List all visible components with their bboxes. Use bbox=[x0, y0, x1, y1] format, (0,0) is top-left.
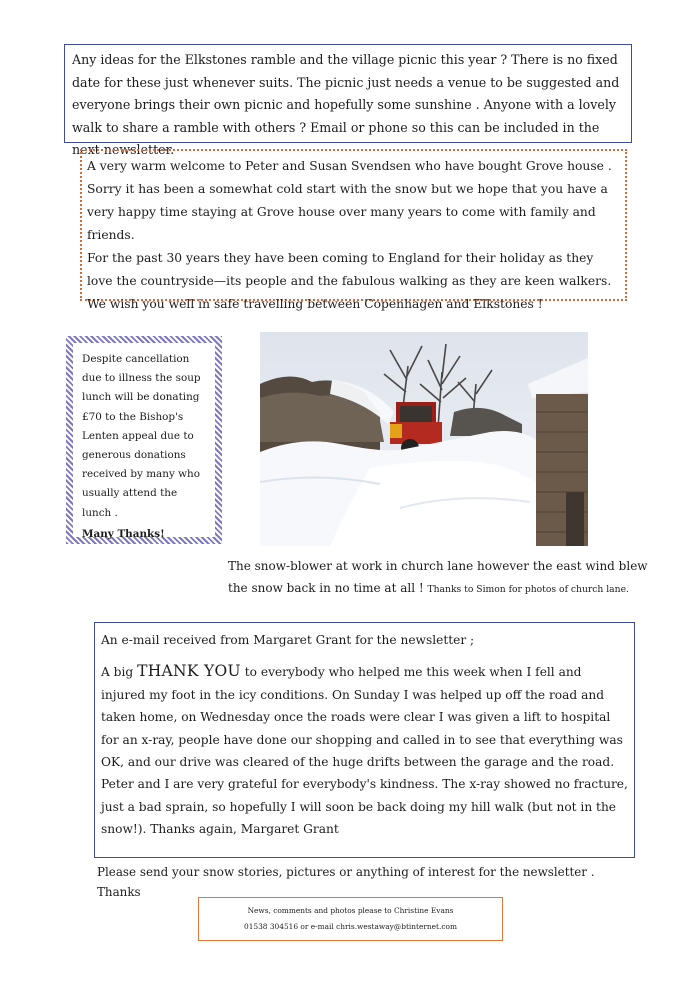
soup-lunch-notice bbox=[66, 336, 222, 544]
contact-line: News, comments and photos please to Christine Evans bbox=[247, 906, 454, 915]
contact-box bbox=[198, 897, 503, 941]
stone-cottage bbox=[528, 358, 588, 546]
email-intro: An e-mail received from Margaret Grant for the newsletter ; bbox=[101, 633, 475, 647]
snow-blower-illustration bbox=[260, 332, 588, 546]
soup-lunch-thanks: Many Thanks! bbox=[82, 527, 165, 540]
photo-caption bbox=[228, 555, 653, 601]
welcome-line: For the past 30 years they have been coming to England for their holiday as they love the countryside—its people and the fabulous walking as they are keen walkers. bbox=[87, 251, 612, 288]
photo-caption-text: The snow-blower at work in church lane however the east wind blew the snow back in no time at all ! bbox=[228, 559, 648, 595]
ramble-picnic-text: Any ideas for the Elkstones ramble and the village picnic this year ? There is no fixed date for these just whenever suits. The picnic just needs a venue to be suggested and everyone brings their own picnic and hopefully some sunshine . Anyone with a lovely walk to share a ramble with others ? Email or phone so this can be included in the next newsletter. bbox=[72, 52, 620, 157]
email-letter-box bbox=[94, 622, 635, 858]
contact-details: 01538 304516 or e-mail chris.westaway@btinternet.com bbox=[244, 922, 457, 931]
welcome-line: Sorry it has been a somewhat cold start with the snow but we hope that you have a very happy time staying at Grove house over many years to come with family and friends. bbox=[87, 182, 608, 242]
snow-blower-photo bbox=[260, 332, 588, 546]
submission-request: Please send your snow stories, pictures or anything of interest for the newsletter . Thanks bbox=[97, 865, 595, 899]
email-body bbox=[101, 660, 628, 840]
email-body-start: A big bbox=[101, 665, 134, 680]
welcome-line: A very warm welcome to Peter and Susan Svendsen who have bought Grove house . bbox=[87, 159, 612, 173]
welcome-notice bbox=[80, 149, 627, 311]
photo-credit: Thanks to Simon for photos of church lane. bbox=[427, 584, 629, 595]
welcome-line: We wish you well in safe travelling between Copenhagen and Elkstones ! bbox=[87, 297, 543, 311]
ramble-picnic-notice bbox=[64, 44, 632, 157]
soup-lunch-text: Despite cancellation due to illness the soup lunch will be donating £70 to the Bishop's Lenten appeal due to generous donations received by many who usually attend the lunch . bbox=[82, 353, 201, 519]
thank-you-heading: THANK YOU bbox=[137, 662, 241, 681]
email-body-rest: to everybody who helped me this week when I fell and injured my foot in the icy conditions. On Sunday I was helped up off the road and taken home, on Wednesday once the roads were clear I was given a lift to hospital for an x-ray, people have done our shopping and called in to see that everything was OK, and our drive was cleared of the huge drifts between the garage and the road. Peter and I are very grateful for everybody's kindness. The x-ray showed no fracture, just a bad sprain, so hopefully I will soon be back doing my hill walk (but not in the snow!). Thanks again, Margaret Grant bbox=[101, 665, 628, 837]
